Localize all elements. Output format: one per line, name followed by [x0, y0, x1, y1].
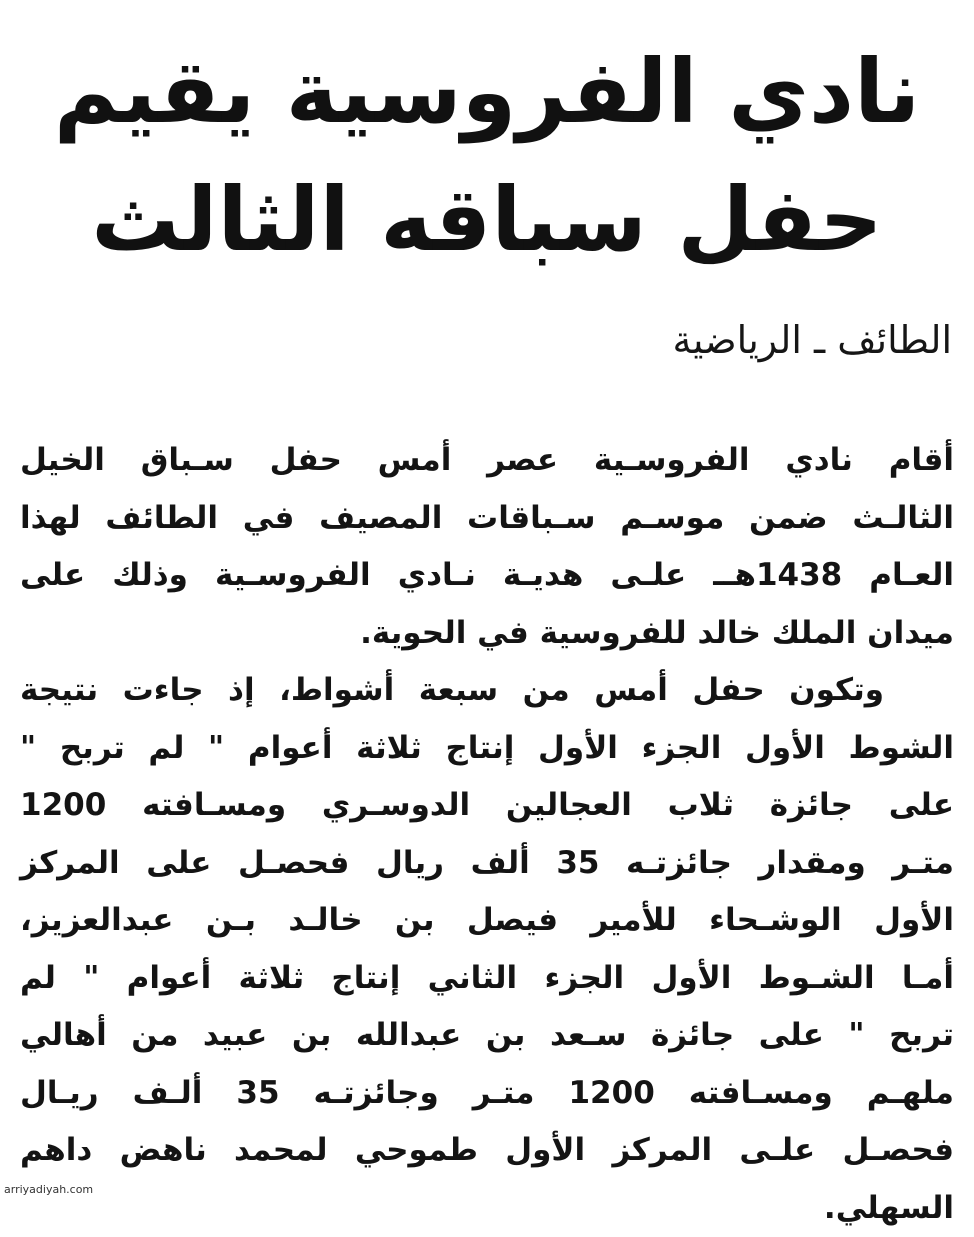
body-line: السهلي.: [20, 1180, 954, 1237]
body-line: تربح " على جائزة سـعد بن عبدالله بن عبيد من أهالي: [20, 1007, 954, 1065]
headline-line-1: نادي الفروسية يقيم: [40, 28, 934, 156]
source-watermark: arriyadiyah.com: [4, 1183, 93, 1196]
body-line: فحصـل علـى المركز الأول طموحي لمحمد ناهض داهم: [20, 1122, 954, 1180]
body-line: الشوط الأول الجزء الأول إنتاج ثلاثة أعوام " لم تربح ": [20, 720, 954, 778]
body-line: ميدان الملك خالد للفروسية في الحوية.: [20, 605, 954, 663]
body-line: وتكون حفل أمس من سبعة أشواط، إذ جاءت نتيجة: [20, 662, 954, 720]
body-line: الثالـث ضمن موسـم سـباقات المصيف في الطائف لهذا: [20, 490, 954, 548]
body-line: أمـا الشـوط الأول الجزء الثاني إنتاج ثلاثة أعوام " لم: [20, 950, 954, 1008]
body-line: الأول الوشـحاء للأمير فيصل بن خالـد بـن عبدالعزيز،: [20, 892, 954, 950]
article-headline: [40, 28, 934, 284]
body-line: العـام 1438هــ علـى هديـة نـادي الفروسـية وذلك على: [20, 547, 954, 605]
body-line: ملهـم ومسـافته 1200 متـر وجائزتـه 35 ألـف ريـال: [20, 1065, 954, 1123]
headline-line-2: حفل سباقه الثالث: [40, 156, 934, 284]
article-byline: الطائف ـ الرياضية: [673, 312, 952, 368]
body-line: متـر ومقدار جائزتـه 35 ألف ريال فحصـل على المركز: [20, 835, 954, 893]
article-body: [20, 432, 954, 1237]
body-line: على جائزة ثلاب العجالين الدوسـري ومسـافته 1200: [20, 777, 954, 835]
body-line: أقام نادي الفروسـية عصر أمس حفل سـباق الخيل: [20, 432, 954, 490]
